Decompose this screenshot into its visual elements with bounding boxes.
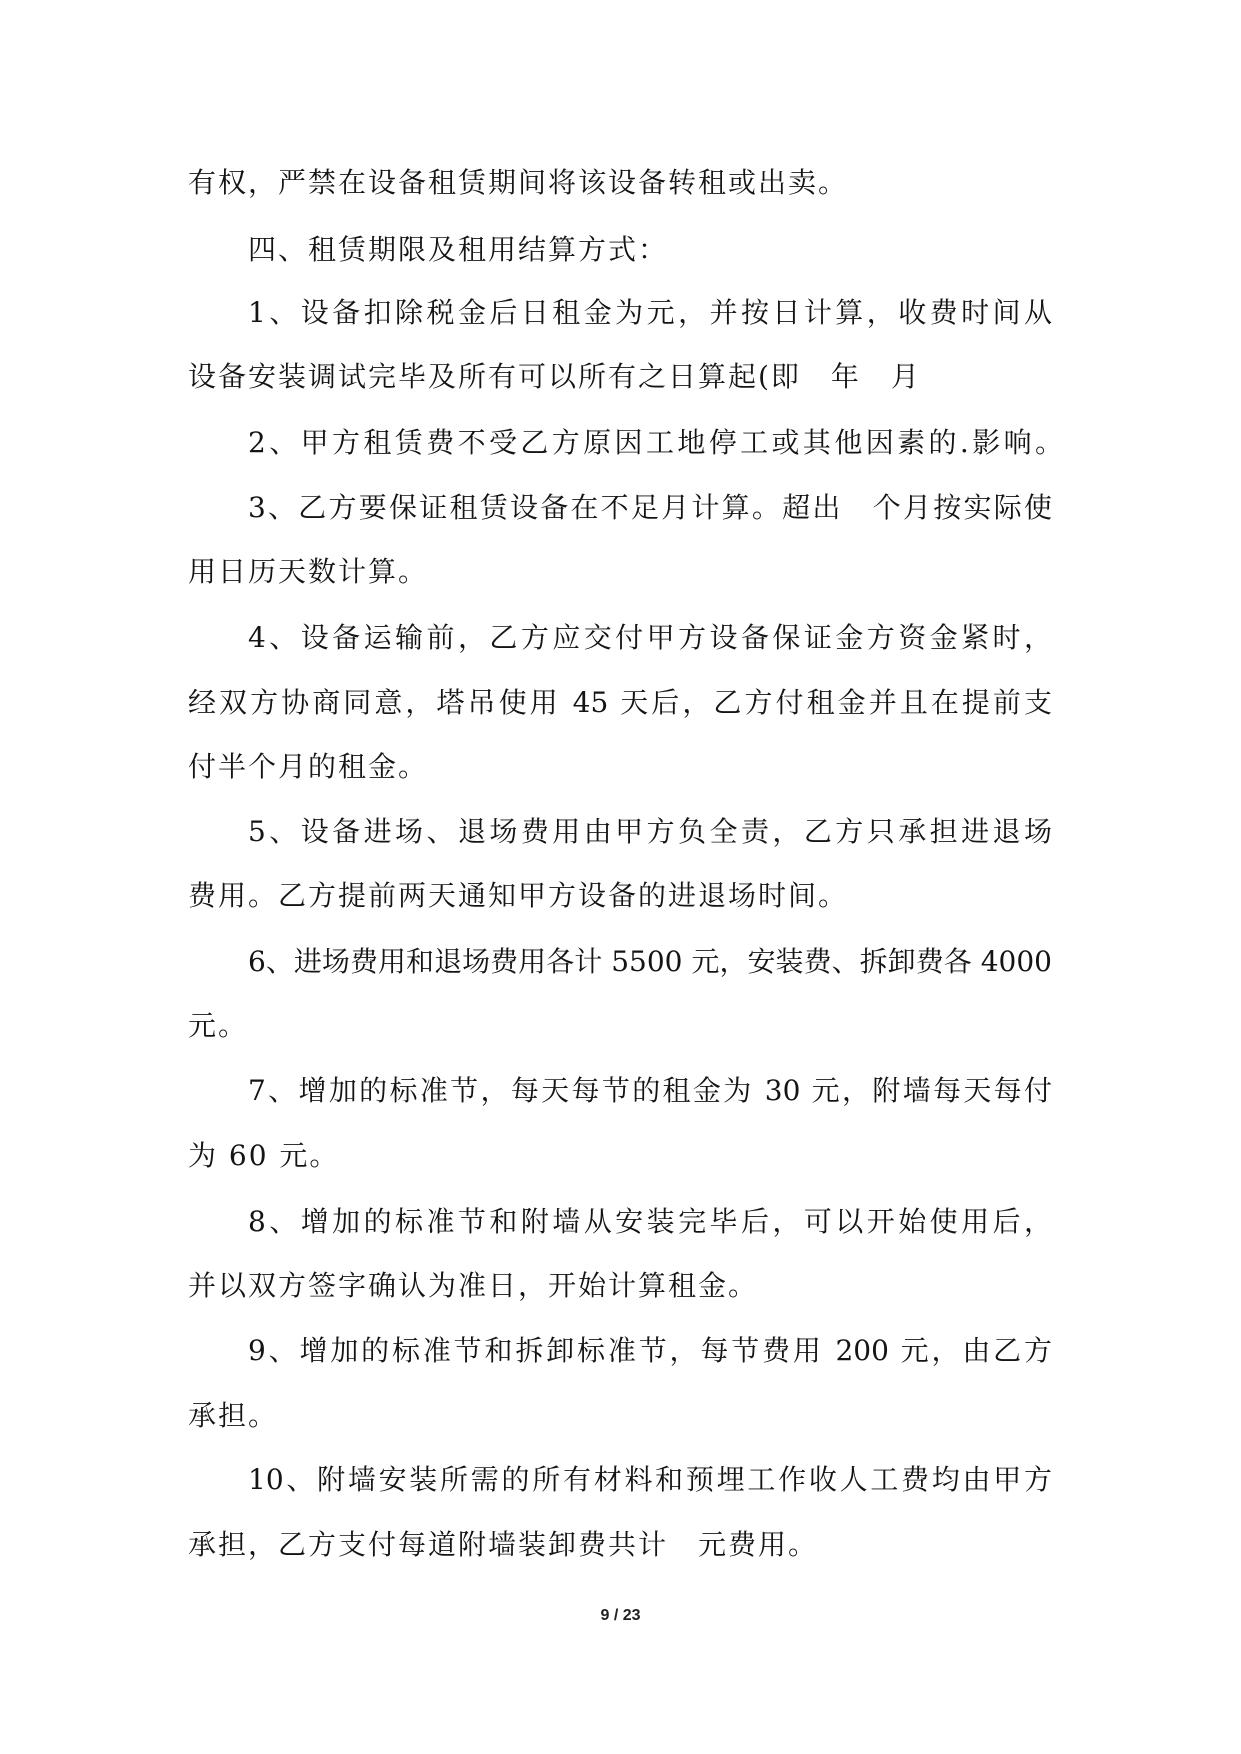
text-line: 付半个月的租金。 <box>188 750 429 783</box>
text-line: 承担。 <box>188 1399 279 1432</box>
text-line: 4、设备运输前，乙方应交付甲方设备保证金方资金紧时， <box>248 621 1052 654</box>
text-line: 元。 <box>188 1009 249 1042</box>
text-line: 并以双方签字确认为准日，开始计算租金。 <box>188 1269 759 1302</box>
text-line: 5、设备进场、退场费用由甲方负全责，乙方只承担进退场 <box>248 815 1052 848</box>
text-line: 8、增加的标准节和附墙从安装完毕后，可以开始使用后， <box>248 1205 1052 1238</box>
text-line: 经双方协商同意，塔吊使用 45 天后，乙方付租金并且在提前支 <box>188 686 1052 719</box>
page-number: 9 / 23 <box>600 1607 641 1624</box>
text-line: 1、设备扣除税金后日租金为元，并按日计算，收费时间从 <box>248 296 1052 329</box>
text-line: 有权，严禁在设备租赁期间将该设备转租或出卖。 <box>188 166 849 199</box>
text-line: 7、增加的标准节，每天每节的租金为 30 元，附墙每天每付 <box>248 1074 1052 1107</box>
text-line: 2、甲方租赁费不受乙方原因工地停工或其他因素的.影响。 <box>248 426 1063 459</box>
text-line: 用日历天数计算。 <box>188 555 429 588</box>
section-heading: 四、租赁期限及租用结算方式： <box>248 233 669 266</box>
text-line: 9、增加的标准节和拆卸标准节，每节费用 200 元，由乙方 <box>248 1334 1052 1367</box>
text-line: 10、附墙安装所需的所有材料和预埋工作收人工费均由甲方 <box>248 1463 1052 1496</box>
text-line: 为 60 元。 <box>188 1139 340 1172</box>
text-line: 费用。乙方提前两天通知甲方设备的进退场时间。 <box>188 879 849 912</box>
text-line: 3、乙方要保证租赁设备在不足月计算。超出 个月按实际使 <box>248 491 1052 524</box>
text-line: 设备安装调试完毕及所有可以所有之日算起(即 年 月 <box>188 360 921 393</box>
text-line: 承担，乙方支付每道附墙装卸费共计 元费用。 <box>188 1528 819 1561</box>
text-line: 6、进场费用和退场费用各计 5500 元，安装费、拆卸费各 4000 <box>248 945 1052 978</box>
